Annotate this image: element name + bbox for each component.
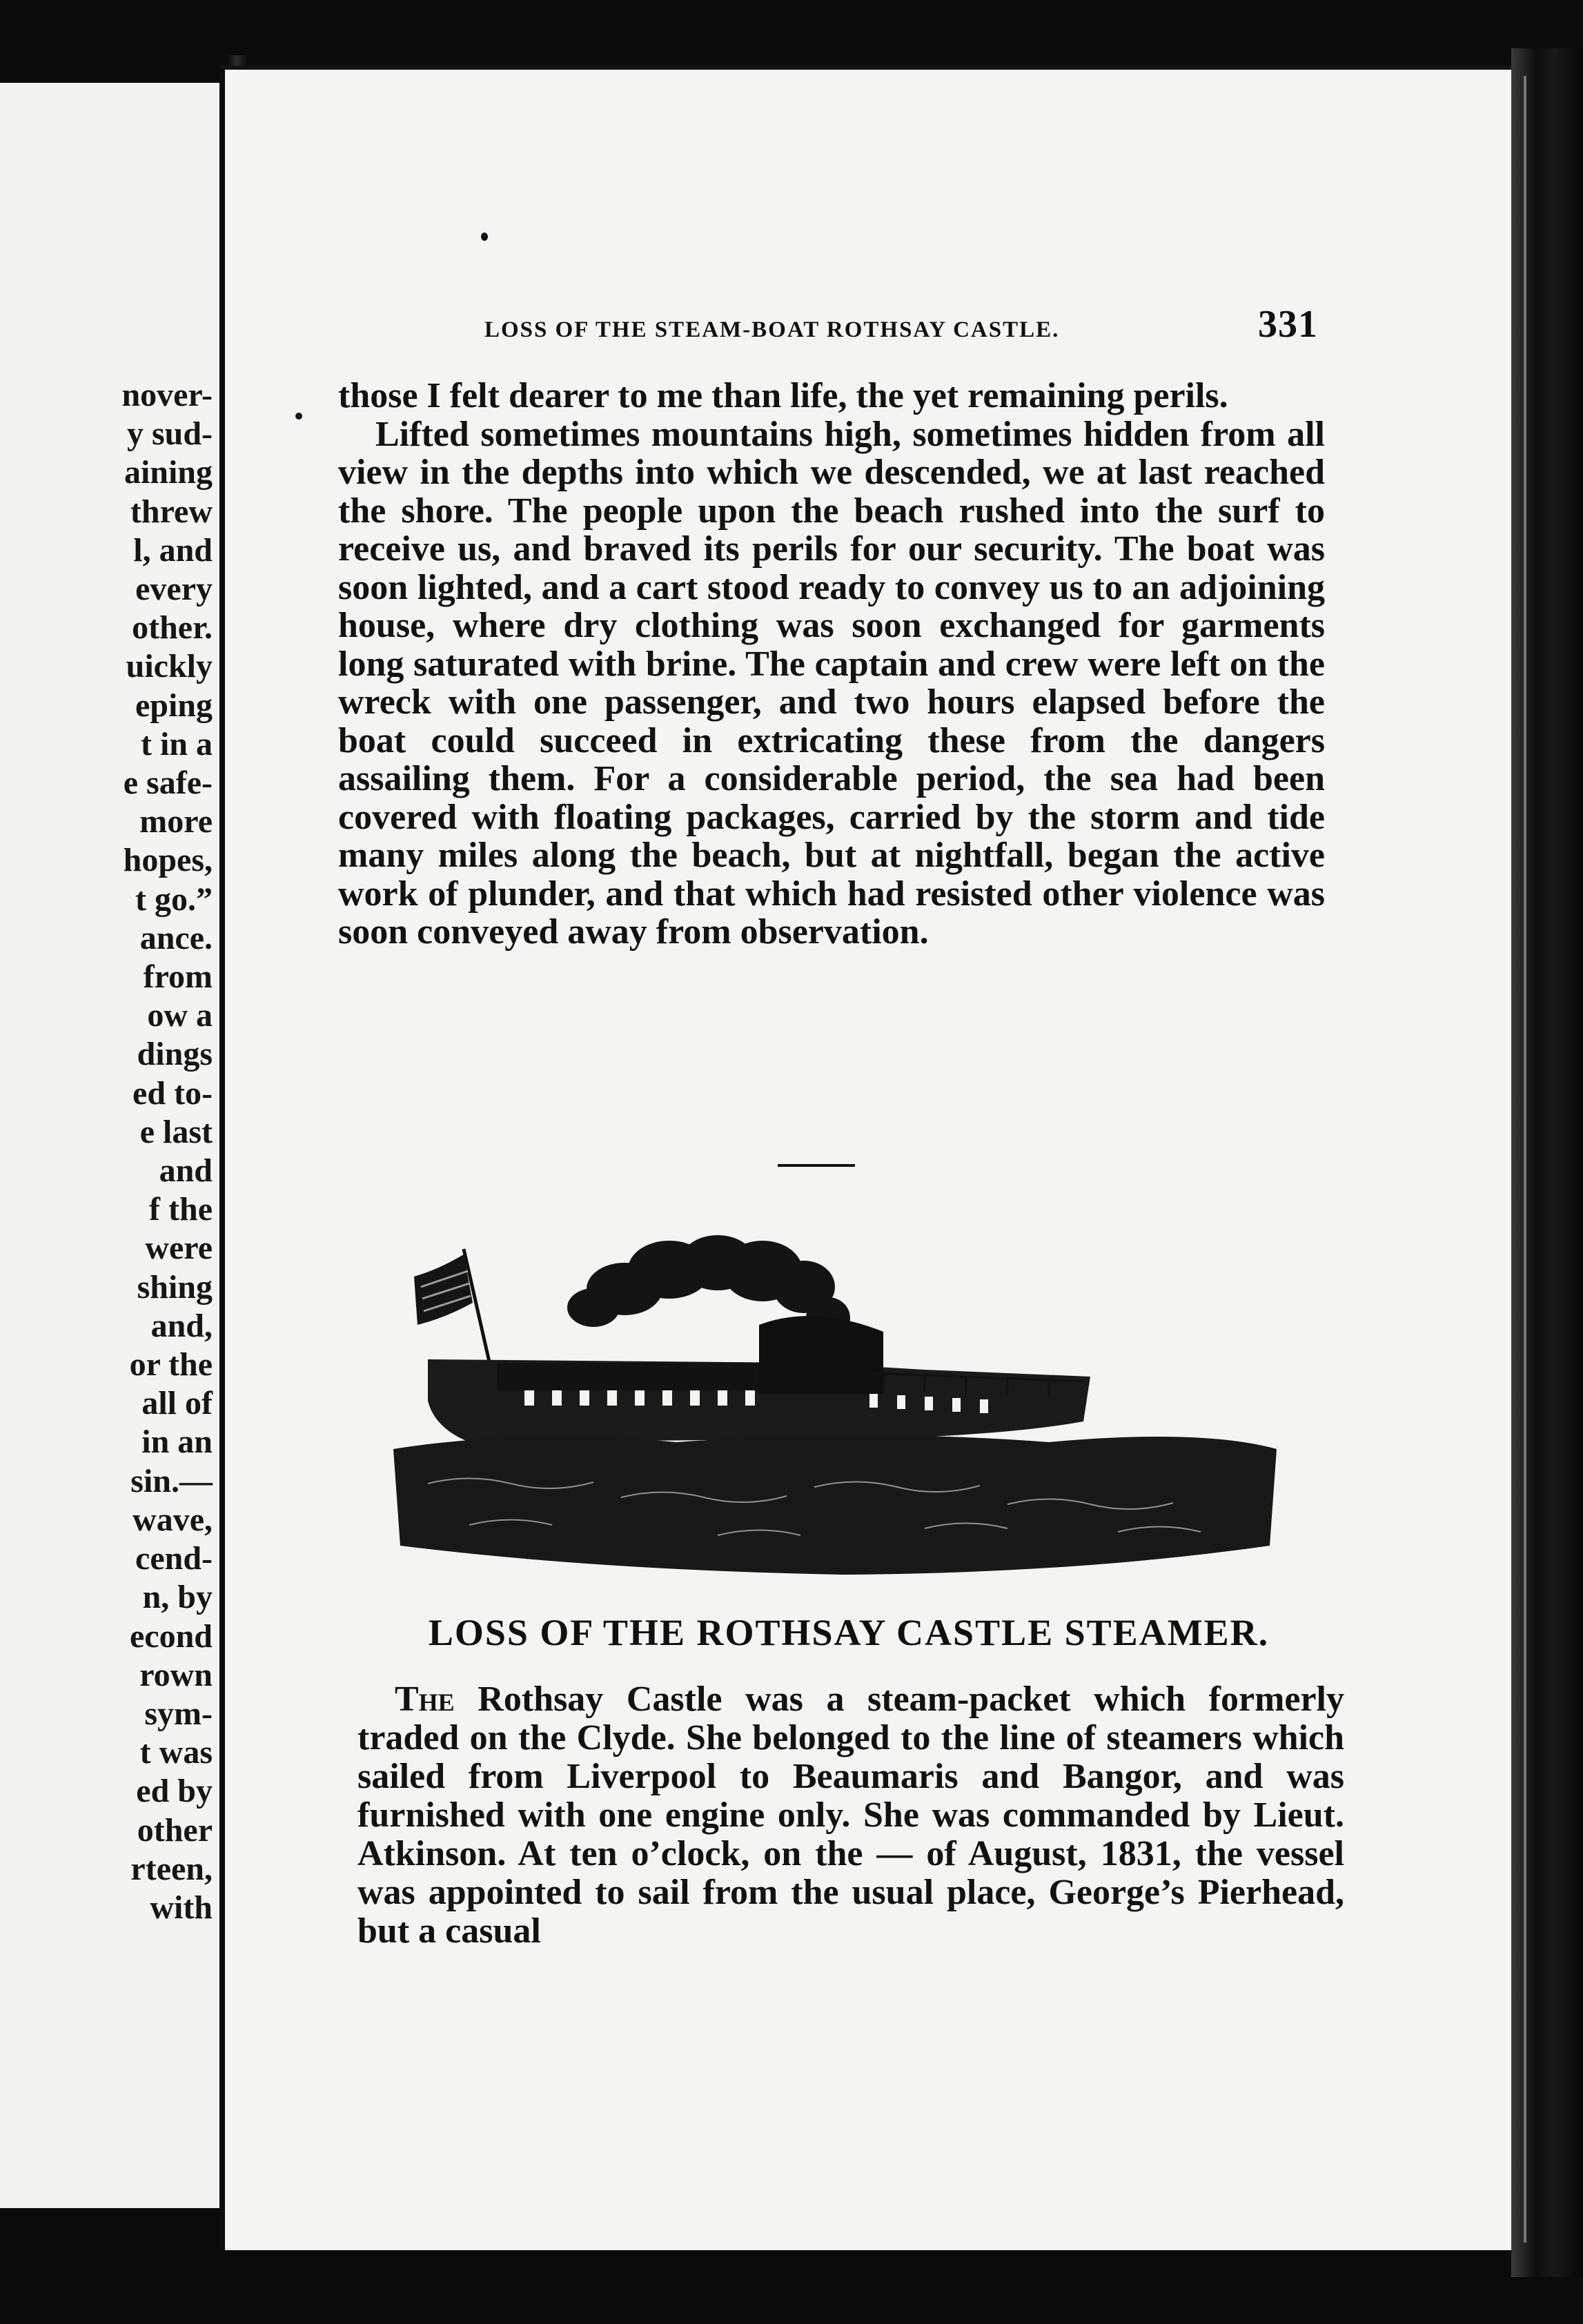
facing-page-line: shing <box>137 1268 213 1306</box>
body-text-top <box>338 377 1325 952</box>
facing-page-line: e safe- <box>123 765 213 802</box>
facing-page-line: in an <box>141 1424 213 1461</box>
facing-page-line: t was <box>139 1734 213 1771</box>
facing-page-line: other. <box>132 609 213 647</box>
facing-page-line: and <box>159 1152 213 1190</box>
paragraph-rothsay <box>357 1680 1344 1951</box>
facing-page-line: sin.— <box>130 1462 213 1499</box>
paragraph-lifted: Lifted sometimes mountains high, sometimes hidden from all view in the depths into which we descended, we at last reached the shore. The people upon the beach rushed into the surf to receive us, and braved its perils for our security. The boat was soon lighted, and a cart stood ready to convey us to an adjoining house, where dry clothing was soon exchanged for garments long saturated with brine. The captain and crew were left on the wreck with one passenger, and two hours elapsed before the boat could succeed in extricating these from the dangers assailing them. For a considerable period, the sea had been covered with floating packages, carried by the storm and tide many miles along the beach, but at nightfall, began the active work of plunder, and that which had resisted other violence was soon conveyed away from observation. <box>338 414 1325 952</box>
facing-page-left <box>0 83 232 2208</box>
facing-page-line: were <box>145 1230 213 1267</box>
facing-page-line: econd <box>130 1617 213 1655</box>
facing-page-line: eping <box>135 687 213 724</box>
facing-page-line: and, <box>150 1307 213 1344</box>
facing-page-line: cend- <box>135 1540 213 1577</box>
facing-page-line: threw <box>130 493 213 530</box>
facing-page-line: sym- <box>144 1695 213 1732</box>
facing-page-line: other <box>137 1811 213 1849</box>
paragraph-continuation: those I felt dearer to me than life, the yet remaining perils. <box>338 376 1228 415</box>
steamboat-illustration <box>386 1221 1284 1587</box>
facing-page-line: nover- <box>121 377 213 413</box>
facing-page-line: ed to- <box>132 1074 213 1112</box>
waves <box>393 1435 1277 1575</box>
lead-word: The <box>395 1680 455 1719</box>
running-head-title: LOSS OF THE STEAM-BOAT ROTHSAY CASTLE. <box>484 317 1060 342</box>
facing-page-line: e last <box>139 1113 213 1150</box>
facing-page-line: t in a <box>140 725 213 762</box>
paragraph-rothsay-body: Rothsay Castle was a steam-packet which formerly traded on the Clyde. She belonged to the line of steamers which sailed from Liverpool to Beaumaris and Bangor, and was furnished with one engine only. She was commanded by Lieut. Atkinson. At ten o’clock, on the — of August, 1831, the vessel was appointed to sail from the usual place, George’s Pierhead, but a casual <box>357 1680 1344 1951</box>
facing-page-line: hopes, <box>123 842 213 879</box>
facing-page-line: y sud- <box>126 415 213 453</box>
running-head <box>262 302 1318 346</box>
facing-page-line: l, and <box>133 531 213 569</box>
facing-page-line: or the <box>129 1346 213 1383</box>
page-edge <box>1511 48 1583 2277</box>
facing-page-line: ed by <box>136 1773 213 1810</box>
section-rule <box>778 1164 855 1167</box>
flag <box>414 1254 473 1325</box>
margin-mark <box>295 413 302 420</box>
facing-page-line: all of <box>141 1385 213 1422</box>
facing-page-line: with <box>150 1889 213 1926</box>
facing-page-line: aining <box>124 454 213 491</box>
body-text-bottom <box>357 1680 1344 1951</box>
facing-page-line: rown <box>139 1656 213 1693</box>
facing-page-line: from <box>143 958 213 996</box>
page-number: 331 <box>1258 303 1318 346</box>
facing-page-line: rteen, <box>130 1850 213 1887</box>
facing-page-line: every <box>135 571 213 608</box>
paddle-box <box>759 1316 883 1394</box>
facing-page-line: more <box>139 803 213 840</box>
facing-page-line: ance. <box>139 919 213 956</box>
facing-page-line: f the <box>149 1191 213 1228</box>
illustration-caption: LOSS OF THE ROTHSAY CASTLE STEAMER. <box>428 1612 1270 1653</box>
facing-page-text <box>6 376 213 1927</box>
facing-page-line: n, by <box>142 1579 213 1616</box>
facing-page-line: dings <box>137 1036 213 1073</box>
facing-page-line: wave, <box>132 1501 213 1538</box>
ink-speck <box>481 233 488 241</box>
facing-page-line: t go.” <box>135 880 213 918</box>
facing-page-line: ow a <box>147 997 213 1034</box>
facing-page-line: uickly <box>126 648 213 685</box>
